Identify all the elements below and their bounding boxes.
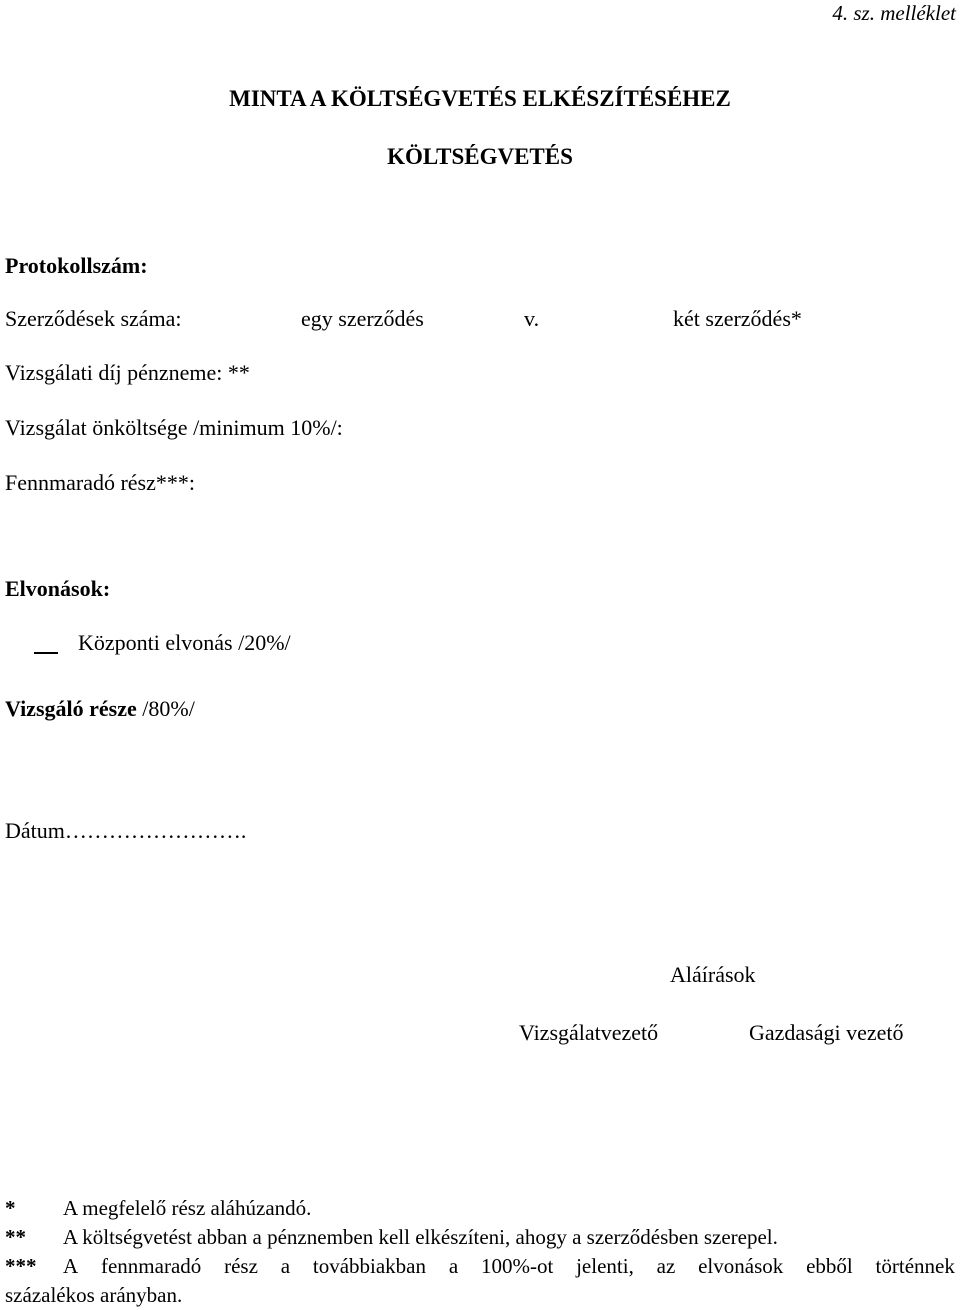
remaining-part-label: Fennmaradó rész***: (5, 470, 195, 495)
footnote-text: A megfelelő rész aláhúzandó. (63, 1196, 312, 1220)
footnote-mark: ** (5, 1225, 26, 1249)
signature-financial-director: Gazdasági vezető (749, 1020, 904, 1045)
examiner-share-percent: /80%/ (136, 696, 195, 721)
footnote-word: elvonások (698, 1254, 784, 1278)
contracts-option-two: két szerződés* (673, 306, 802, 331)
footnote-mark: * (5, 1196, 16, 1220)
footnote-text: A költségvetést abban a pénznemben kell elkészíteni, ahogy a szerződésben szerepel. (63, 1225, 778, 1249)
date-field: Dátum……………………. (5, 818, 247, 843)
contracts-separator: v. (524, 306, 540, 331)
list-dash-marker (34, 652, 58, 654)
footnote-text-justified (63, 1252, 955, 1281)
examiner-share-label: Vizsgáló része (5, 696, 137, 721)
central-deduction-item: Központi elvonás /20%/ (78, 630, 291, 655)
contracts-option-one: egy szerződés (301, 306, 424, 331)
footnote-word: A (63, 1254, 79, 1278)
deductions-heading: Elvonások: (5, 576, 111, 601)
footnote-word: ebből (806, 1254, 853, 1278)
footnote-2 (5, 1223, 955, 1252)
footnotes (5, 1194, 955, 1310)
footnote-word: a (280, 1254, 291, 1278)
document-title: MINTA A KÖLTSÉGVETÉS ELKÉSZÍTÉSÉHEZ (229, 86, 731, 111)
annex-label: 4. sz. melléklet (832, 1, 956, 25)
protocol-number-label: Protokollszám: (5, 253, 148, 278)
footnote-word: fennmaradó (100, 1254, 202, 1278)
examiner-share-row (5, 698, 195, 720)
footnote-word: a (448, 1254, 459, 1278)
footnote-word: történnek (875, 1254, 955, 1278)
fee-currency-label: Vizsgálati díj pénzneme: ** (5, 360, 250, 385)
footnote-word: továbbiakban (312, 1254, 426, 1278)
document-subtitle: KÖLTSÉGVETÉS (387, 144, 573, 169)
footnote-continuation (5, 1281, 955, 1310)
footnote-continuation-text: százalékos arányban. (5, 1283, 183, 1307)
footnote-word: rész (224, 1254, 258, 1278)
footnote-word: jelenti, (576, 1254, 634, 1278)
footnote-3 (5, 1252, 955, 1281)
footnote-1 (5, 1194, 955, 1223)
footnote-word: az (656, 1254, 676, 1278)
footnote-mark: *** (5, 1254, 37, 1278)
contracts-label: Szerződések száma: (5, 306, 182, 331)
own-cost-label: Vizsgálat önköltsége /minimum 10%/: (5, 415, 343, 440)
footnote-word: 100%-ot (480, 1254, 554, 1278)
signatures-heading: Aláírások (670, 962, 756, 987)
signature-study-leader: Vizsgálatvezető (519, 1020, 659, 1045)
